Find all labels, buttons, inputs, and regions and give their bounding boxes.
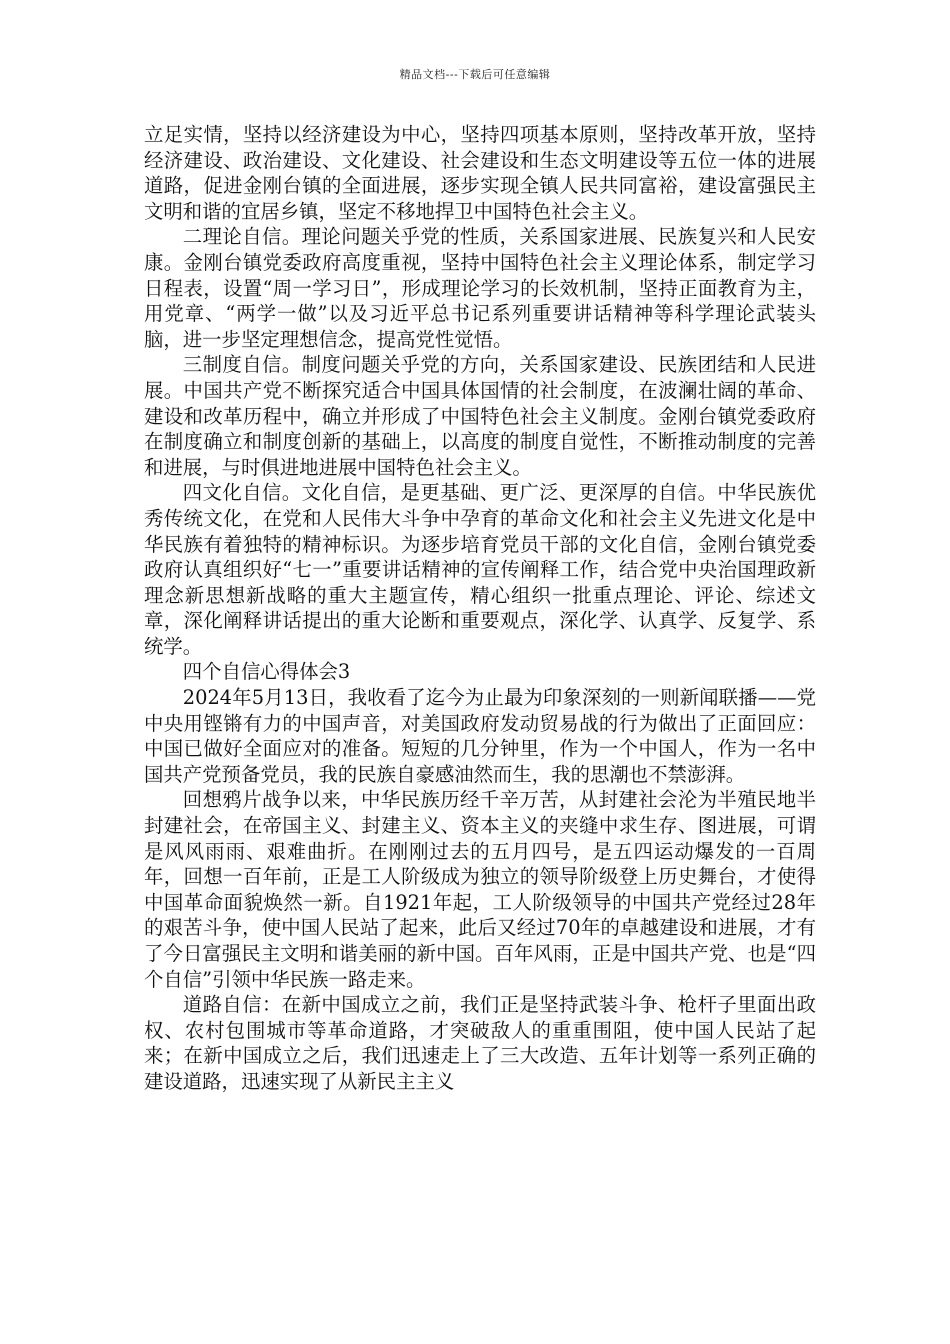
page-header: 精品文档---下载后可任意编辑 (399, 68, 551, 81)
paragraph-theory-confidence: 二理论自信。理论问题关乎党的性质，关系国家进展、民族复兴和人民安康。金刚台镇党委政府高度重视，坚持中国特色社会主义理论体系，制定学习日程表，设置“周一学习日”，形成理论学习的长效机制，坚持正面教育为主，用党章、“两学一做”以及习近平总书记系列重要讲话精神等科学理论武装头脑，进一步坚定理想信念，提高党性觉悟。 (144, 225, 816, 351)
paragraph-history: 回想鸦片战争以来，中华民族历经千辛万苦，从封建社会沦为半殖民地半封建社会，在帝国主义、封建主义、资本主义的夹缝中求生存、图进展，可谓是风风雨雨、艰难曲折。在刚刚过去的五月四号，是五四运动爆发的一百周年，回想一百年前，正是工人阶级成为独立的领导阶级登上历史舞台，才使得中国革命面貌焕然一新。自1921年起，工人阶级领导的中国共产党经过28年的艰苦斗争，使中国人民站了起来，此后又经过70年的卓越建设和进展，才有了今日富强民主文明和谐美丽的新中国。百年风雨，正是中国共产党、也是“四个自信”引领中华民族一路走来。 (144, 788, 816, 991)
section-heading: 四个自信心得体会3 (182, 660, 351, 684)
paragraph-road-confidence: 道路自信：在新中国成立之前，我们正是坚持武装斗争、枪杆子里面出政权、农村包围城市等革命道路，才突破敌人的重重围阻，使中国人民站了起来；在新中国成立之后，我们迅速走上了三大改造、五年计划等一系列正确的建设道路，迅速实现了从新民主主义 (144, 993, 816, 1093)
paragraph-news-broadcast: 2024年5月13日，我收看了迄今为止最为印象深刻的一则新闻联播——党中央用铿锵有力的中国声音，对美国政府发动贸易战的行为做出了正面回应：中国已做好全面应对的准备。短短的几分钟里，作为一个中国人，作为一名中国共产党预备党员，我的民族自豪感油然而生，我的思潮也不禁澎湃。 (144, 686, 816, 786)
paragraph-system-confidence: 三制度自信。制度问题关乎党的方向，关系国家建设、民族团结和人民进展。中国共产党不断探究适合中国具体国情的社会制度，在波澜壮阔的革命、建设和改革历程中，确立并形成了中国特色社会主义制度。金刚台镇党委政府在制度确立和制度创新的基础上，以高度的制度自觉性，不断推动制度的完善和进展，与时俱进地进展中国特色社会主义。 (144, 353, 816, 479)
document-body (144, 122, 816, 1095)
paragraph-continuation: 立足实情，坚持以经济建设为中心，坚持四项基本原则，坚持改革开放，坚持经济建设、政治建设、文化建设、社会建设和生态文明建设等五位一体的进展道路，促进金刚台镇的全面进展，逐步实现全镇人民共同富裕，建设富强民主文明和谐的宜居乡镇，坚定不移地捍卫中国特色社会主义。 (144, 123, 816, 223)
paragraph-culture-confidence: 四文化自信。文化自信，是更基础、更广泛、更深厚的自信。中华民族优秀传统文化，在党和人民伟大斗争中孕育的革命文化和社会主义先进文化是中华民族有着独特的精神标识。为逐步培育党员干部的文化自信，金刚台镇党委政府认真组织好“七一”重要讲话精神的宣传阐释工作，结合党中央治国理政新理念新思想新战略的重大主题宣传，精心组织一批重点理论、评论、综述文章，深化阐释讲话提出的重大论断和重要观点，深化学、认真学、反复学、系统学。 (144, 481, 816, 658)
